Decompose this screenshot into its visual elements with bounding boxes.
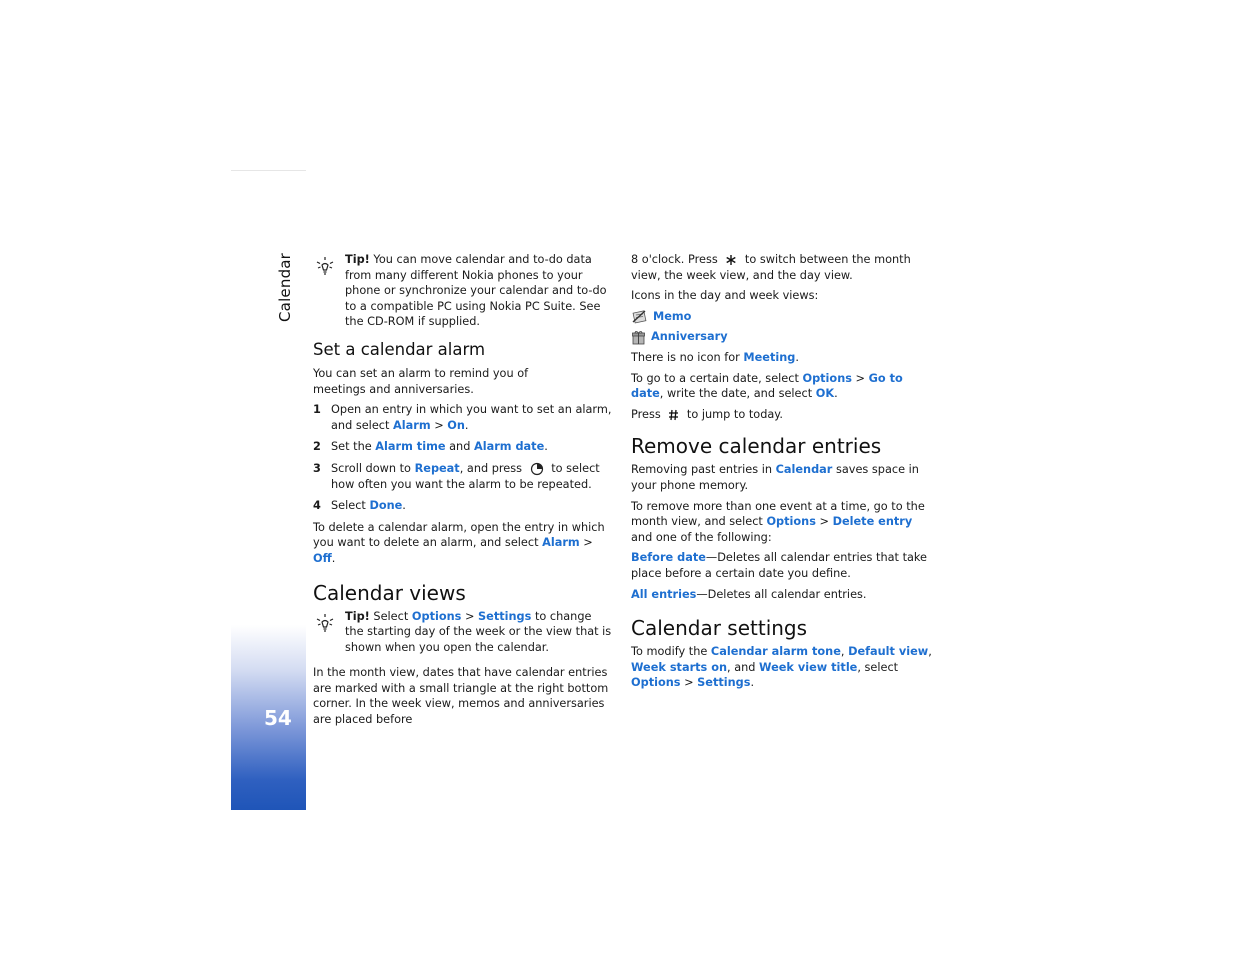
anniversary-row — [631, 329, 933, 345]
step-number: 2 — [313, 440, 321, 454]
menu-link-options[interactable]: Options — [802, 371, 852, 385]
para-text: saves space in your phone memory. — [631, 463, 919, 492]
menu-link-calendar[interactable]: Calendar — [775, 463, 833, 477]
punct: . — [331, 551, 336, 565]
menu-link-on[interactable]: On — [447, 418, 465, 432]
para-text: Press — [631, 407, 665, 421]
icons-intro: Icons in the day and week views: — [631, 289, 819, 303]
menu-link-settings[interactable]: Settings — [478, 609, 532, 623]
step-item — [313, 439, 613, 455]
sidebar-top-edge — [231, 170, 306, 171]
section-heading-views: Calendar views — [313, 580, 466, 605]
lightbulb-icon — [315, 256, 335, 276]
step-item — [313, 461, 613, 492]
step-item — [313, 402, 613, 433]
tip-views — [313, 609, 613, 656]
para-text: There is no icon for — [631, 350, 744, 364]
memo-label: Memo — [653, 309, 692, 323]
step-text: to select how often you want the alarm to be repeated. — [331, 461, 600, 491]
menu-link-alarm-time[interactable]: Alarm time — [375, 440, 446, 454]
menu-link-alarm-date[interactable]: Alarm date — [473, 440, 545, 454]
menu-link-default-view[interactable]: Default view — [848, 645, 929, 659]
para-text: 8 o'clock. Press — [631, 253, 722, 266]
tip-text: Select — [369, 609, 412, 623]
menu-link-off[interactable]: Off — [313, 551, 332, 565]
menu-link-week-view-title[interactable]: Week view title — [759, 660, 858, 674]
step-text: Open an entry in which you want to set an alarm, and select — [331, 403, 612, 432]
remove-option-all-entries — [631, 587, 933, 603]
step-text: and — [445, 440, 474, 454]
delete-alarm-paragraph — [313, 520, 613, 567]
chapter-title: Calendar — [276, 252, 294, 322]
punct: , — [928, 645, 932, 659]
para-text: To delete a calendar alarm, open the entry in which you want to delete an alarm, and select — [313, 520, 605, 550]
punct: . — [544, 440, 548, 454]
left-column — [313, 252, 613, 733]
step-text: Set the — [331, 440, 376, 454]
step-text: Select — [331, 499, 370, 513]
para-text: —Deletes all calendar entries. — [696, 587, 867, 601]
goto-date-paragraph — [631, 371, 933, 402]
para-text: Removing past entries in — [631, 463, 776, 477]
tip-label: Tip! — [345, 609, 370, 623]
para-text: and one of the following: — [631, 530, 772, 544]
menu-link-options[interactable]: Options — [631, 676, 681, 690]
para-text: , write the date, and select — [659, 387, 816, 401]
step-number: 1 — [313, 403, 321, 417]
menu-link-delete-entry[interactable]: Delete entry — [832, 515, 913, 529]
punct: . — [402, 499, 406, 513]
para-text: To go to a certain date, select — [631, 371, 803, 385]
remove-paragraph-1 — [631, 462, 933, 493]
menu-link-alarm[interactable]: Alarm — [393, 418, 431, 432]
menu-link-calendar-alarm-tone[interactable]: Calendar alarm tone — [710, 645, 841, 659]
menu-link-alarm[interactable]: Alarm — [542, 536, 580, 550]
menu-link-ok[interactable]: OK — [815, 387, 835, 401]
right-column — [631, 252, 933, 696]
views-paragraph: In the month view, dates that have calendar entries are marked with a small triangle at the right bottom corner. In the week view, memos and anniversaries are placed before — [313, 666, 609, 727]
section-heading-remove: Remove calendar entries — [631, 434, 882, 459]
tip-text: You can move calendar and to-do data from many different Nokia phones to your phone or synchronize your calendar and to-do to a compatible PC using Nokia PC Suite. See the CD-ROM if supplied. — [345, 253, 607, 329]
remove-paragraph-2 — [631, 499, 933, 546]
star-key-icon — [725, 254, 737, 266]
step-number: 3 — [313, 461, 321, 475]
step-text: , and press — [459, 461, 526, 475]
separator: > — [815, 515, 833, 529]
step-item — [313, 498, 613, 514]
para-text: To remove more than one event at a time, go to the month view, and select — [631, 499, 925, 529]
hash-key-icon — [668, 409, 679, 421]
para-text: , and — [727, 660, 760, 674]
para-text: to switch between the month view, the week view, and the day view. — [631, 253, 911, 282]
punct: . — [834, 387, 838, 401]
para-text: to jump to today. — [683, 407, 783, 421]
anniversary-label: Anniversary — [651, 330, 728, 344]
para-text: To modify the — [631, 645, 711, 659]
menu-link-options[interactable]: Options — [411, 609, 462, 623]
scroll-key-icon — [530, 462, 544, 476]
views-continued — [631, 252, 933, 283]
alarm-intro: You can set an alarm to remind you of meetings and anniversaries. — [313, 366, 529, 396]
menu-link-meeting[interactable]: Meeting — [743, 350, 796, 364]
tip-text: to change the starting day of the week or the view that is shown when you open the calendar. — [345, 609, 612, 654]
separator: > — [461, 609, 479, 623]
page-number: 54 — [264, 706, 292, 730]
separator: > — [851, 371, 869, 385]
memo-row — [631, 309, 933, 325]
jump-today-paragraph — [631, 407, 933, 423]
para-text: —Deletes all calendar entries that take place before a certain date you define. — [631, 551, 928, 580]
punct: . — [750, 676, 755, 690]
menu-link-week-starts-on[interactable]: Week starts on — [631, 660, 728, 674]
menu-link-settings[interactable]: Settings — [697, 676, 751, 690]
tip-sync — [313, 252, 613, 330]
tip-label: Tip! — [345, 253, 370, 266]
menu-link-all-entries[interactable]: All entries — [631, 587, 697, 601]
separator: > — [680, 676, 698, 690]
punct: , — [840, 645, 849, 659]
no-icon-paragraph — [631, 350, 933, 366]
menu-link-done[interactable]: Done — [369, 499, 403, 513]
menu-link-go-to-date[interactable]: Go to date — [631, 371, 903, 401]
para-text: , select — [857, 660, 899, 674]
punct: . — [464, 418, 469, 432]
menu-link-before-date[interactable]: Before date — [631, 551, 706, 565]
menu-link-repeat[interactable]: Repeat — [414, 461, 460, 475]
menu-link-options[interactable]: Options — [766, 515, 816, 529]
alarm-steps — [313, 402, 613, 514]
lightbulb-icon — [315, 613, 335, 633]
step-text: Scroll down to — [331, 461, 415, 475]
step-number: 4 — [313, 499, 321, 513]
memo-icon — [631, 309, 648, 324]
section-heading-settings: Calendar settings — [631, 616, 808, 641]
separator: > — [430, 418, 448, 432]
settings-paragraph — [631, 644, 933, 691]
anniversary-icon — [631, 330, 646, 345]
punct: . — [795, 350, 799, 364]
section-heading-alarm: Set a calendar alarm — [313, 339, 486, 359]
remove-option-before-date — [631, 550, 933, 581]
separator: > — [579, 536, 593, 550]
